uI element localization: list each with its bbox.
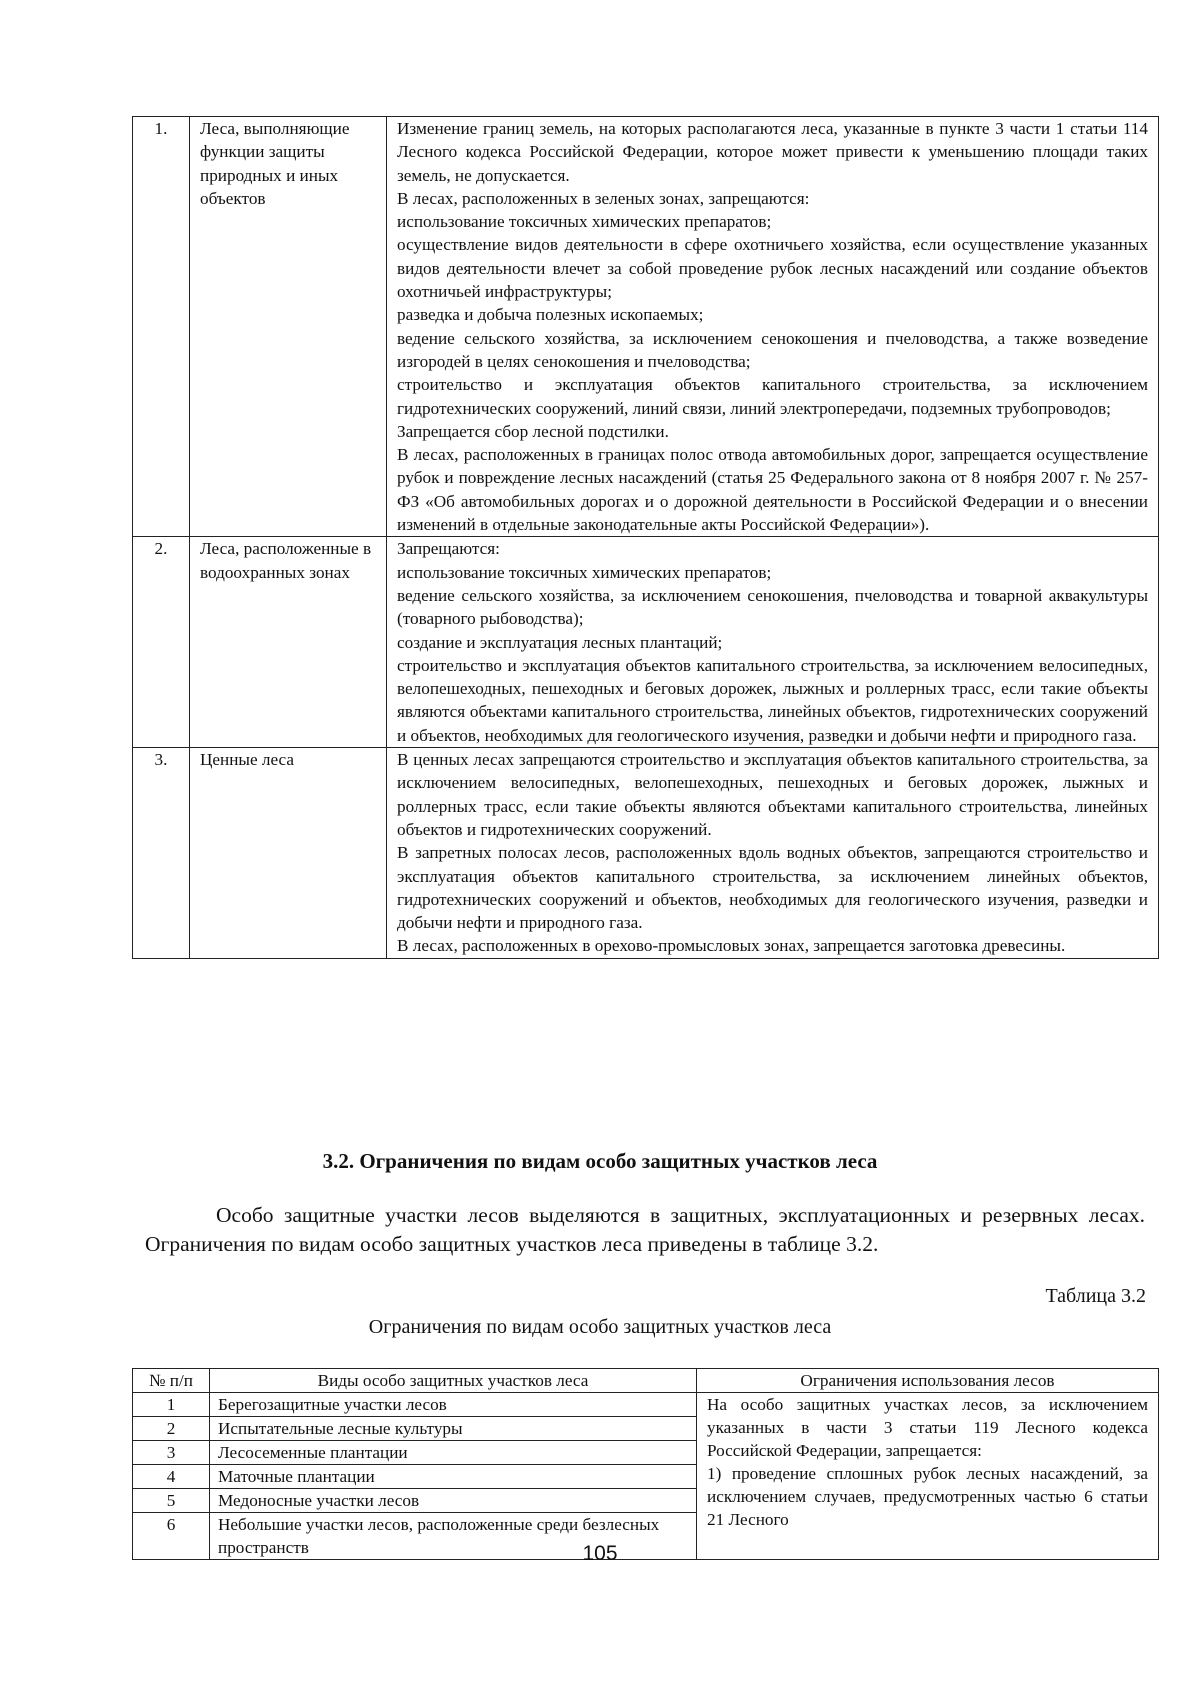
area-kind: Испытательные лесные культуры — [210, 1417, 697, 1441]
table-row — [133, 117, 1159, 537]
restrictions-table-continued — [132, 116, 1159, 959]
row-number: 6 — [133, 1513, 210, 1560]
area-kind: Берегозащитные участки лесов — [210, 1393, 697, 1417]
restriction-paragraph: 1) проведение сплошных рубок лесных насаждений, за исключением случаев, предусмотренных частью 6 статьи 21 Лесного — [707, 1464, 1148, 1529]
restriction-cell — [697, 1393, 1159, 1560]
body-paragraph: Особо защитные участки лесов выделяются в защитных, эксплуатационных и резервных лесах. Ограничения по видам особо защитных участков леса приведены в таблице 3.2. — [145, 1203, 1145, 1256]
restriction-paragraph: Запрещается сбор лесной подстилки. — [397, 421, 669, 441]
restriction-text — [387, 537, 1159, 748]
restriction-paragraph: Изменение границ земель, на которых располагаются леса, указанные в пункте 3 части 1 статьи 114 Лесного кодекса Российской Федерации, которое может привести к уменьшению площади таких земель, не допускается. — [397, 119, 1148, 185]
column-header: Виды особо защитных участков леса — [210, 1369, 697, 1393]
restriction-paragraph: В лесах, расположенных в зеленых зонах, запрещаются: — [397, 188, 810, 208]
row-number: 1 — [133, 1393, 210, 1417]
table-row — [133, 537, 1159, 748]
table-title: Ограничения по видам особо защитных участков леса — [368, 1316, 832, 1338]
section-heading: 3.2. Ограничения по видам особо защитных участков леса — [322, 1149, 878, 1173]
area-kind: Лесосеменные плантации — [210, 1441, 697, 1465]
restriction-paragraph: разведка и добыча полезных ископаемых; — [397, 305, 704, 325]
column-header: Ограничения использования лесов — [697, 1369, 1159, 1393]
restriction-text — [387, 117, 1159, 537]
restriction-paragraph: строительство и эксплуатация объектов капитального строительства, за исключением гидротехнических сооружений, линий связи, линий электропередачи, подземных трубопроводов; — [397, 375, 1148, 418]
area-kind: Небольшие участки лесов, расположенные среди безлесных пространств — [210, 1513, 697, 1560]
restriction-paragraph: В запретных полосах лесов, расположенных вдоль водных объектов, запрещаются строительство и эксплуатация объектов капитального строительства, за исключением линейных объектов, гидротехнических сооружений и объектов, необходимых для геологического изучения, разведки и добычи нефти и природного газа. — [397, 843, 1148, 933]
row-number: 2. — [133, 537, 190, 748]
restriction-paragraph: использование токсичных химических препаратов; — [397, 562, 772, 582]
row-number: 5 — [133, 1489, 210, 1513]
restriction-paragraph: В лесах, расположенных в орехово-промысловых зонах, запрещается заготовка древесины. — [397, 936, 1066, 956]
restriction-paragraph: Запрещаются: — [397, 539, 500, 559]
restriction-paragraph: На особо защитных участках лесов, за исключением указанных в части 3 статьи 119 Лесного кодекса Российской Федерации, запрещается: — [707, 1395, 1148, 1460]
table-row — [133, 748, 1159, 959]
row-number: 3. — [133, 748, 190, 959]
restriction-paragraph: строительство и эксплуатация объектов капитального строительства, за исключением велосипедных, велопешеходных, пешеходных и беговых дорожек, лыжных и роллерных трасс, если такие объекты являются объектами капитального строительства, линейных объектов, гидротехнических сооружений и объектов, необходимых для геологического изучения, разведки и добычи нефти и природного газа. — [397, 655, 1148, 745]
area-kind: Маточные плантации — [210, 1465, 697, 1489]
column-header: № п/п — [133, 1369, 210, 1393]
protective-areas-table — [132, 1368, 1159, 1560]
forest-category: Леса, выполняющие функции защиты природных и иных объектов — [190, 117, 387, 537]
row-number: 2 — [133, 1417, 210, 1441]
restriction-paragraph: использование токсичных химических препаратов; — [397, 212, 772, 232]
row-number: 3 — [133, 1441, 210, 1465]
forest-category: Ценные леса — [190, 748, 387, 959]
row-number: 1. — [133, 117, 190, 537]
row-number: 4 — [133, 1465, 210, 1489]
restriction-text — [387, 748, 1159, 959]
restriction-paragraph: создание и эксплуатация лесных плантаций; — [397, 632, 723, 652]
table-header-row — [133, 1369, 1159, 1393]
restriction-paragraph: осуществление видов деятельности в сфере охотничьего хозяйства, если осуществление указанных видов деятельности влечет за собой проведение рубок лесных насаждений или создание объектов охотничьей инфраструктуры; — [397, 235, 1148, 302]
table-number: Таблица 3.2 — [1045, 1285, 1146, 1307]
area-kind: Медоносные участки лесов — [210, 1489, 697, 1513]
restriction-paragraph: В ценных лесах запрещаются строительство и эксплуатация объектов капитального строительства, за исключением велосипедных, велопешеходных, пешеходных и беговых дорожек, лыжных и роллерных трасс, если такие объекты являются объектами капитального строительства, линейных объектов и гидротехнических сооружений. — [397, 750, 1148, 839]
restriction-paragraph: ведение сельского хозяйства, за исключением сенокошения, пчеловодства и товарной аквакультуры (товарного рыбоводства); — [397, 585, 1148, 629]
table-row — [133, 1393, 1159, 1417]
restriction-paragraph: В лесах, расположенных в границах полос отвода автомобильных дорог, запрещается осуществление рубок и повреждение лесных насаждений (статья 25 Федерального закона от 8 ноября 2007 г. № 257-ФЗ «Об автомобильных дорогах и о дорожной деятельности в Российской Федерации и о внесении изменений в отдельные законодательные акты Российской Федерации»). — [397, 445, 1148, 535]
page-number: 105 — [582, 1542, 618, 1565]
forest-category: Леса, расположенные в водоохранных зонах — [190, 537, 387, 748]
restriction-paragraph: ведение сельского хозяйства, за исключением сенокошения и пчеловодства, а также возведение изгородей в целях сенокошения и пчеловодства; — [397, 328, 1148, 371]
